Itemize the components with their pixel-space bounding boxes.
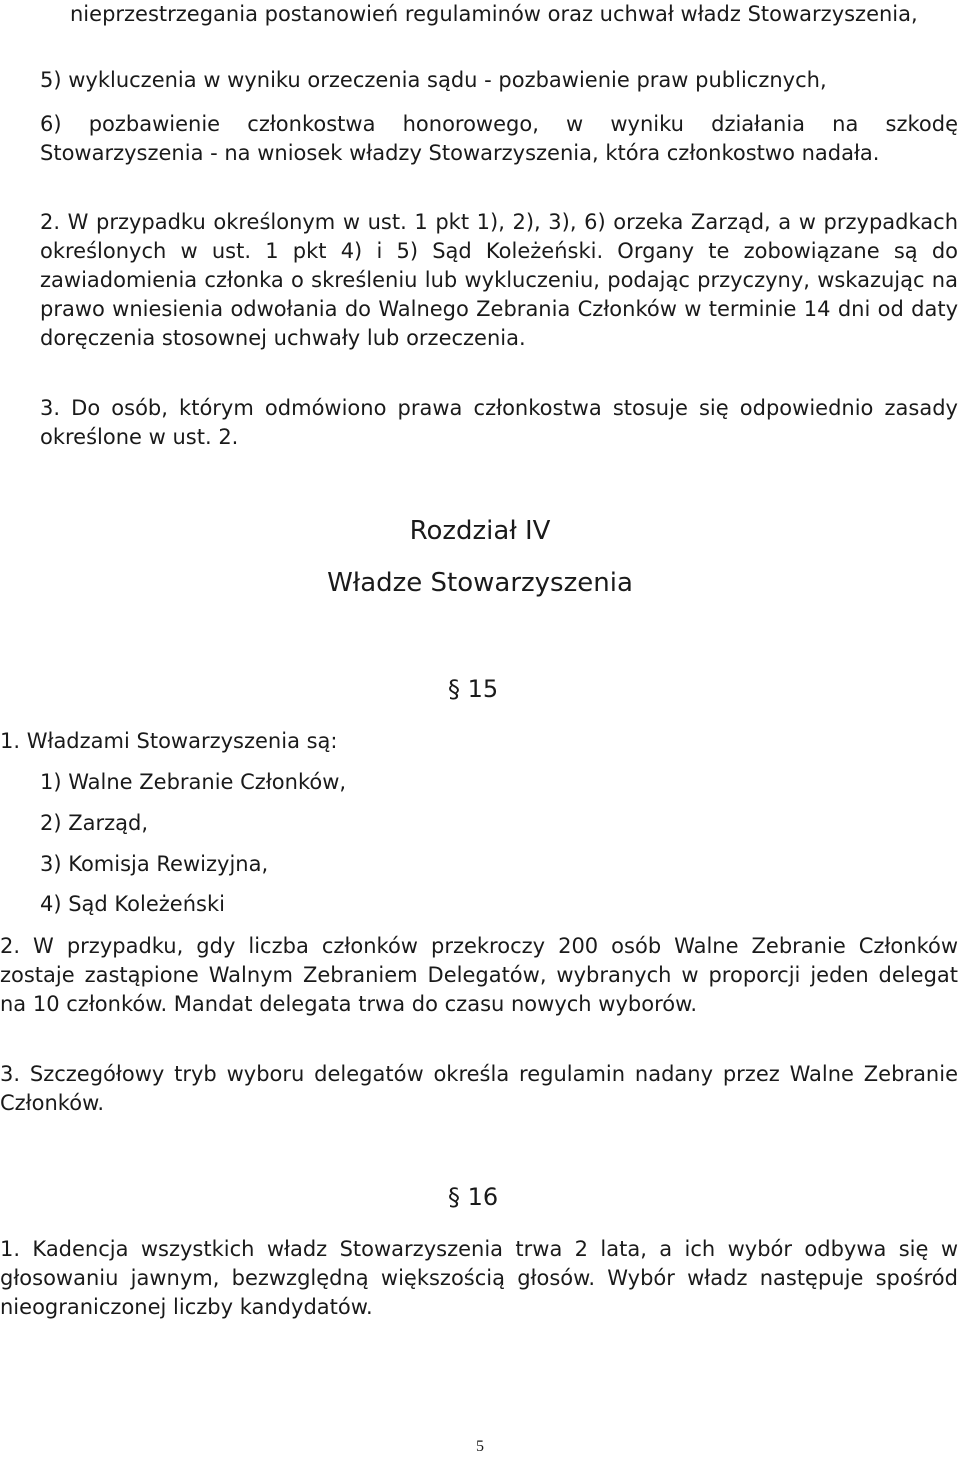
section-16-heading: § 16: [448, 1183, 499, 1211]
section-15-item-2: 2. W przypadku, gdy liczba członków przekroczy 200 osób Walne Zebranie Członków zostaje zastąpione Walnym Zebraniem Delegatów, wybranych w proporcji jeden delegat na 10 członków. Mandat delegata trwa do czasu nowych wyborów.: [0, 934, 958, 1016]
page-number: 5: [476, 1438, 484, 1455]
paragraph-3: 3. Do osób, którym odmówiono prawa członkostwa stosuje się odpowiednio zasady określone w ust. 2.: [40, 396, 958, 449]
chapter-title: Władze Stowarzyszenia: [327, 568, 633, 598]
authority-item: 1) Walne Zebranie Członków,: [40, 770, 347, 794]
list-item-6: 6) pozbawienie członkostwa honorowego, w wyniku działania na szkodę Stowarzyszenia - na wniosek władzy Stowarzyszenia, która członkostwo nadała.: [40, 112, 958, 165]
section-15-item-1-intro: 1. Władzami Stowarzyszenia są:: [0, 729, 338, 753]
authority-item: 4) Sąd Koleżeński: [40, 892, 225, 916]
authority-item: 3) Komisja Rewizyjna,: [40, 852, 269, 876]
section-15-heading: § 15: [448, 675, 499, 703]
chapter-number: Rozdział IV: [409, 516, 551, 546]
section-15-item-3: 3. Szczegółowy tryb wyboru delegatów określa regulamin nadany przez Walne Zebranie Członków.: [0, 1062, 958, 1115]
list-item-5: 5) wykluczenia w wyniku orzeczenia sądu - pozbawienie praw publicznych,: [40, 68, 827, 92]
text-continuation: nieprzestrzegania postanowień regulaminów oraz uchwał władz Stowarzyszenia,: [70, 2, 918, 26]
paragraph-2: 2. W przypadku określonym w ust. 1 pkt 1), 2), 3), 6) orzeka Zarząd, a w przypadkach określonych w ust. 1 pkt 4) i 5) Sąd Koleżeński. Organy te zobowiązane są do zawiadomienia członka o skreśleniu lub wykluczeniu, podając przyczyny, wskazując na prawo wniesienia odwołania do Walnego Zebrania Członków w terminie 14 dni od daty doręczenia stosownej uchwały lub orzeczenia.: [40, 210, 958, 350]
section-16-item-1: 1. Kadencja wszystkich władz Stowarzyszenia trwa 2 lata, a ich wybór odbywa się w głosowaniu jawnym, bezwzględną większością głosów. Wybór władz następuje spośród nieograniczonej liczby kandydatów.: [0, 1237, 958, 1319]
authority-item: 2) Zarząd,: [40, 811, 149, 835]
